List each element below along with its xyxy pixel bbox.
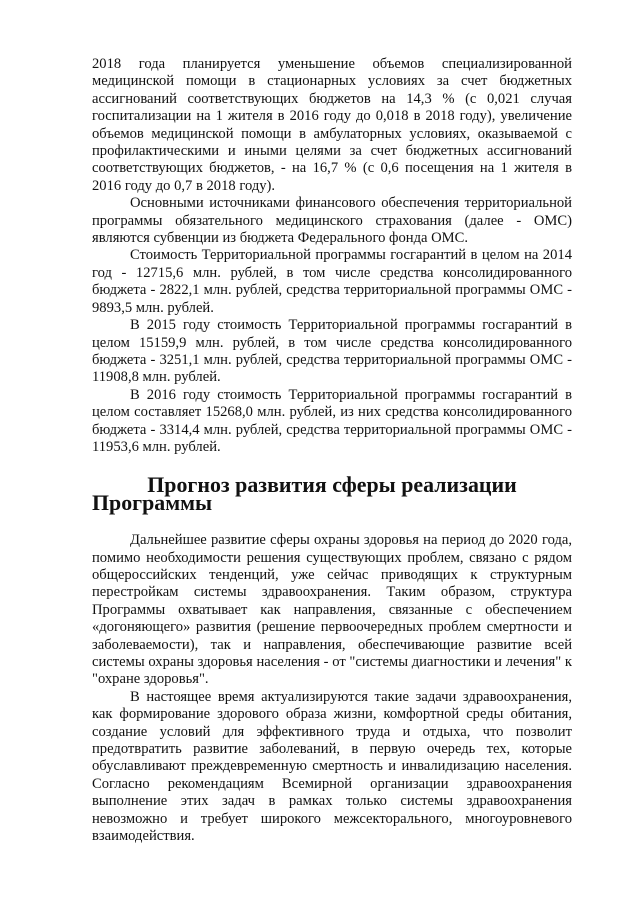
paragraph-cost-2016: В 2016 году стоимость Территориальной программы госгарантий в целом составляет 15268,0 млн. рублей, из них средства консолидированного бюджета - 3314,4 млн. рублей, средства территориальной программы ОМС - 11953,6 млн. рублей. (92, 386, 572, 455)
paragraph-development-trends: Дальнейшее развитие сферы охраны здоровья на период до 2020 года, помимо необходимости решения существующих проблем, связано с рядом общероссийских тенденций, уже сейчас приводящих к структурным перестройкам системы здравоохранения. Таким образом, структура Программы охватывает как направления, связанные с обеспечением «догоняющего» развития (решение первоочередных проблем смертности и заболеваемости), так и направления, обеспечивающие развитие всей системы охраны здоровья населения - от "системы диагностики и лечения" к "охране здоровья". (92, 532, 572, 688)
section-heading: Прогноз развития сферы реализации Программы (92, 472, 517, 515)
paragraph-continuation: 2018 года планируется уменьшение объемов специализированной медицинской помощи в стационарных условиях за счет бюджетных ассигнований соответствующих бюджетов на 14,3 % (с 0,021 случая госпитализации на 1 жителя в 2016 году до 0,018 в 2018 году), увеличение объемов медицинской помощи в амбулаторных условиях, оказываемой с профилактическими и иными целями за счет бюджетных ассигнований соответствующих бюджетов, - на 16,7 % (с 0,6 посещения на 1 жителя в 2016 году до 0,7 в 2018 году). (92, 56, 572, 194)
paragraph-cost-2014: Стоимость Территориальной программы госгарантий в целом на 2014 год - 12715,6 млн. рублей, в том числе средства консолидированного бюджета - 2822,1 млн. рублей, средства территориальной программы ОМС - 9893,5 млн. рублей. (92, 247, 572, 316)
paragraph-cost-2015: В 2015 году стоимость Территориальной программы госгарантий в целом 15159,9 млн. рублей, в том числе средства консолидированного бюджета - 3251,1 млн. рублей, средства территориальной программы ОМС - 11908,8 млн. рублей. (92, 317, 572, 386)
paragraph-financing-sources: Основными источниками финансового обеспечения территориальной программы обязательного медицинского страхования (далее - ОМС) являются субвенции из бюджета Федерального фонда ОМС. (92, 195, 572, 247)
paragraph-healthcare-tasks: В настоящее время актуализируются такие задачи здравоохранения, как формирование здорового образа жизни, комфортной среды обитания, создание условий для эффективного труда и отдыха, что позволит предотвратить развитие заболеваний, в первую очередь тех, которые обуславливают преждевременную смертность и инвалидизацию населения. Согласно рекомендациям Всемирной организации здравоохранения выполнение этих задач в рамках только системы здравоохранения невозможно и требует широкого межсекторального, многоуровневого взаимодействия. (92, 688, 572, 845)
